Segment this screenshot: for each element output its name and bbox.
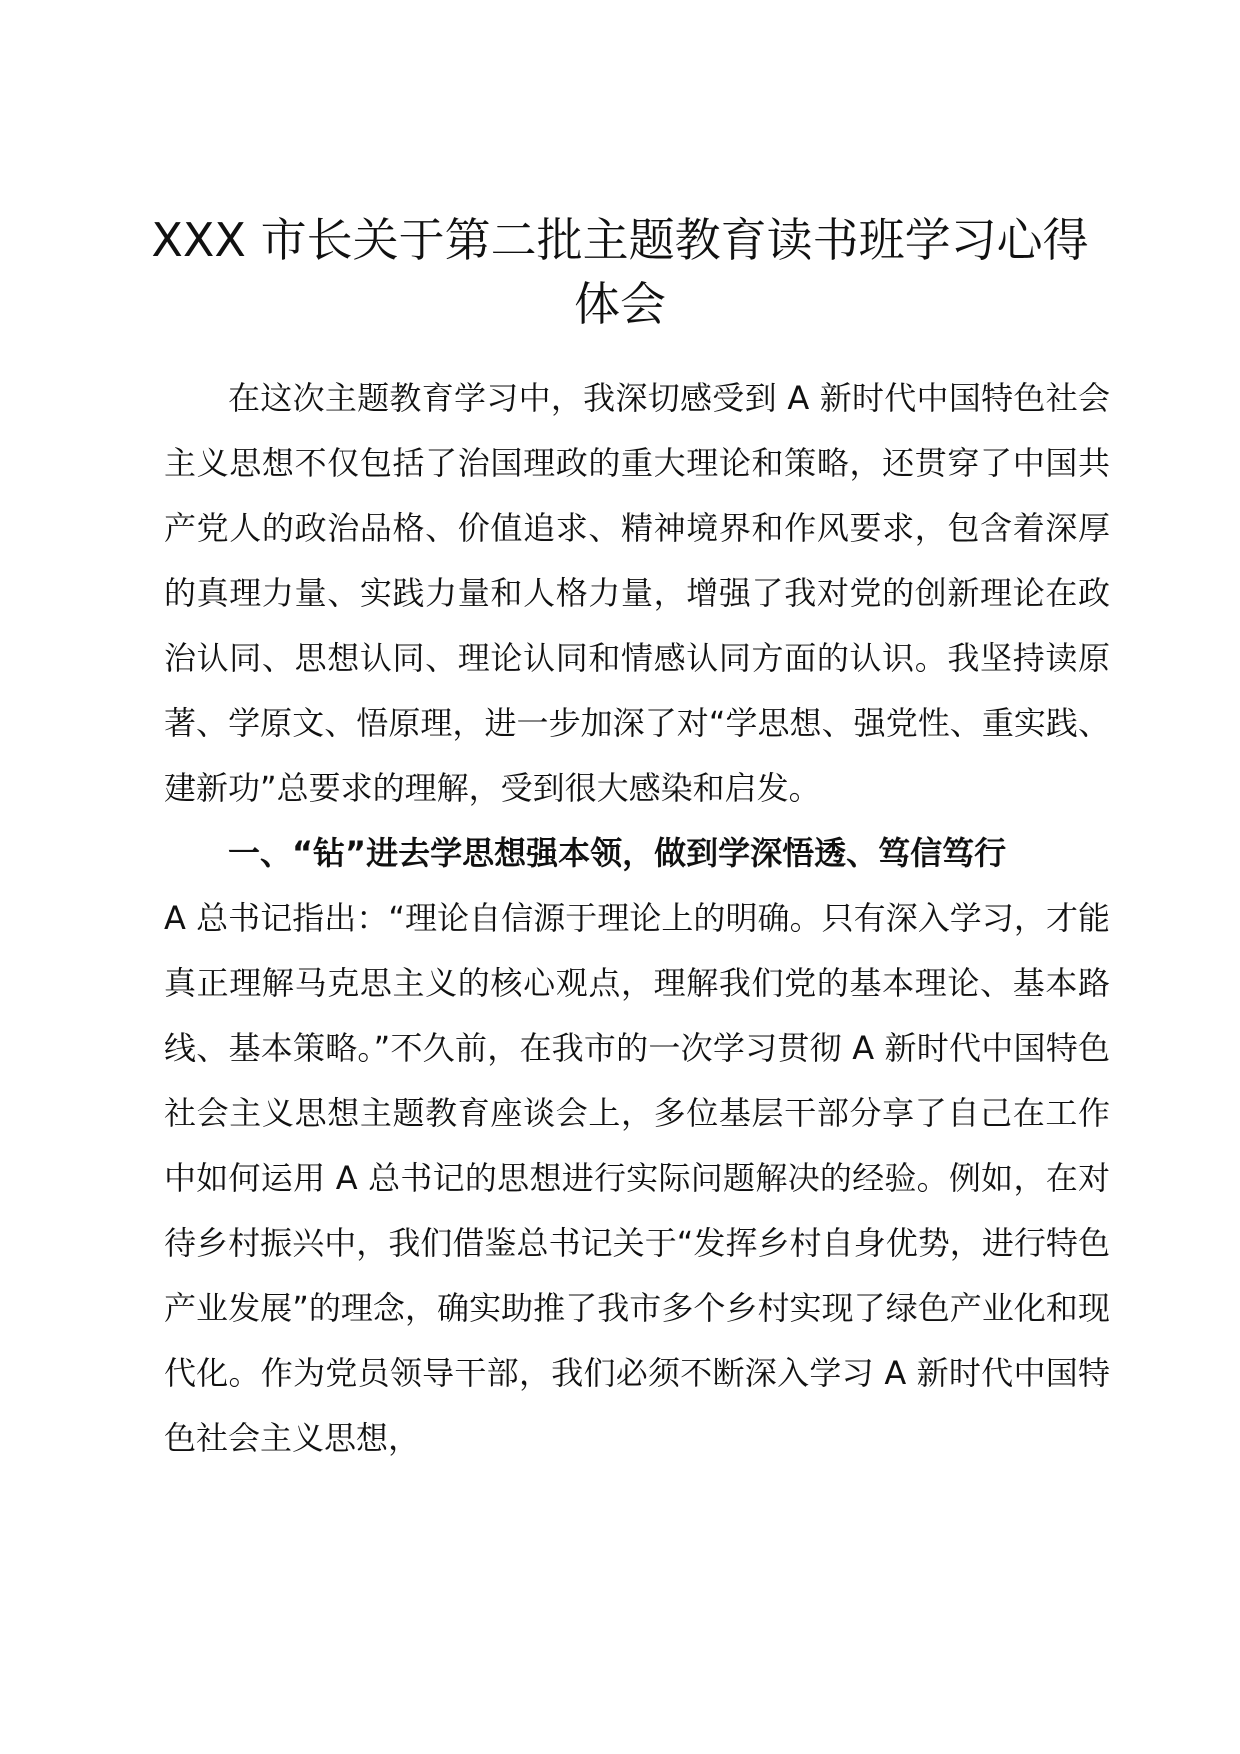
document-body: [164, 366, 1110, 1471]
section-paragraph: A 总书记指出：“理论自信源于理论上的明确。只有深入学习，才能真正理解马克思主义的核心观点，理解我们党的基本理论、基本路线、基本策略。”不久前，在我市的一次学习贯彻 A 新时代中国特色社会主义思想主题教育座谈会上，多位基层干部分享了自己在工作中如何运用 A 总书记的思想进行实际问题解决的经验。例如，在对待乡村振兴中，我们借鉴总书记关于“发挥乡村自身优势，进行特色产业发展”的理念，确实助推了我市多个乡村实现了绿色产业化和现代化。作为党员领导干部，我们必须不断深入学习 A 新时代中国特色社会主义思想，: [164, 899, 1110, 1457]
document-title: XXX 市长关于第二批主题教育读书班学习心得体会: [151, 213, 1089, 331]
intro-paragraph: 在这次主题教育学习中，我深切感受到 A 新时代中国特色社会主义思想不仅包括了治国理政的重大理论和策略，还贯穿了中国共产党人的政治品格、价值追求、精神境界和作风要求，包含着深厚的真理力量、实践力量和人格力量，增强了我对党的创新理论在政治认同、思想认同、理论认同和情感认同方面的认识。我坚持读原著、学原文、悟原理，进一步加深了对“学思想、强党性、重实践、建新功”总要求的理解，受到很大感染和启发。: [164, 379, 1110, 807]
section-heading: 一、“钻”进去学思想强本领，做到学深悟透、笃信笃行: [228, 834, 1007, 872]
